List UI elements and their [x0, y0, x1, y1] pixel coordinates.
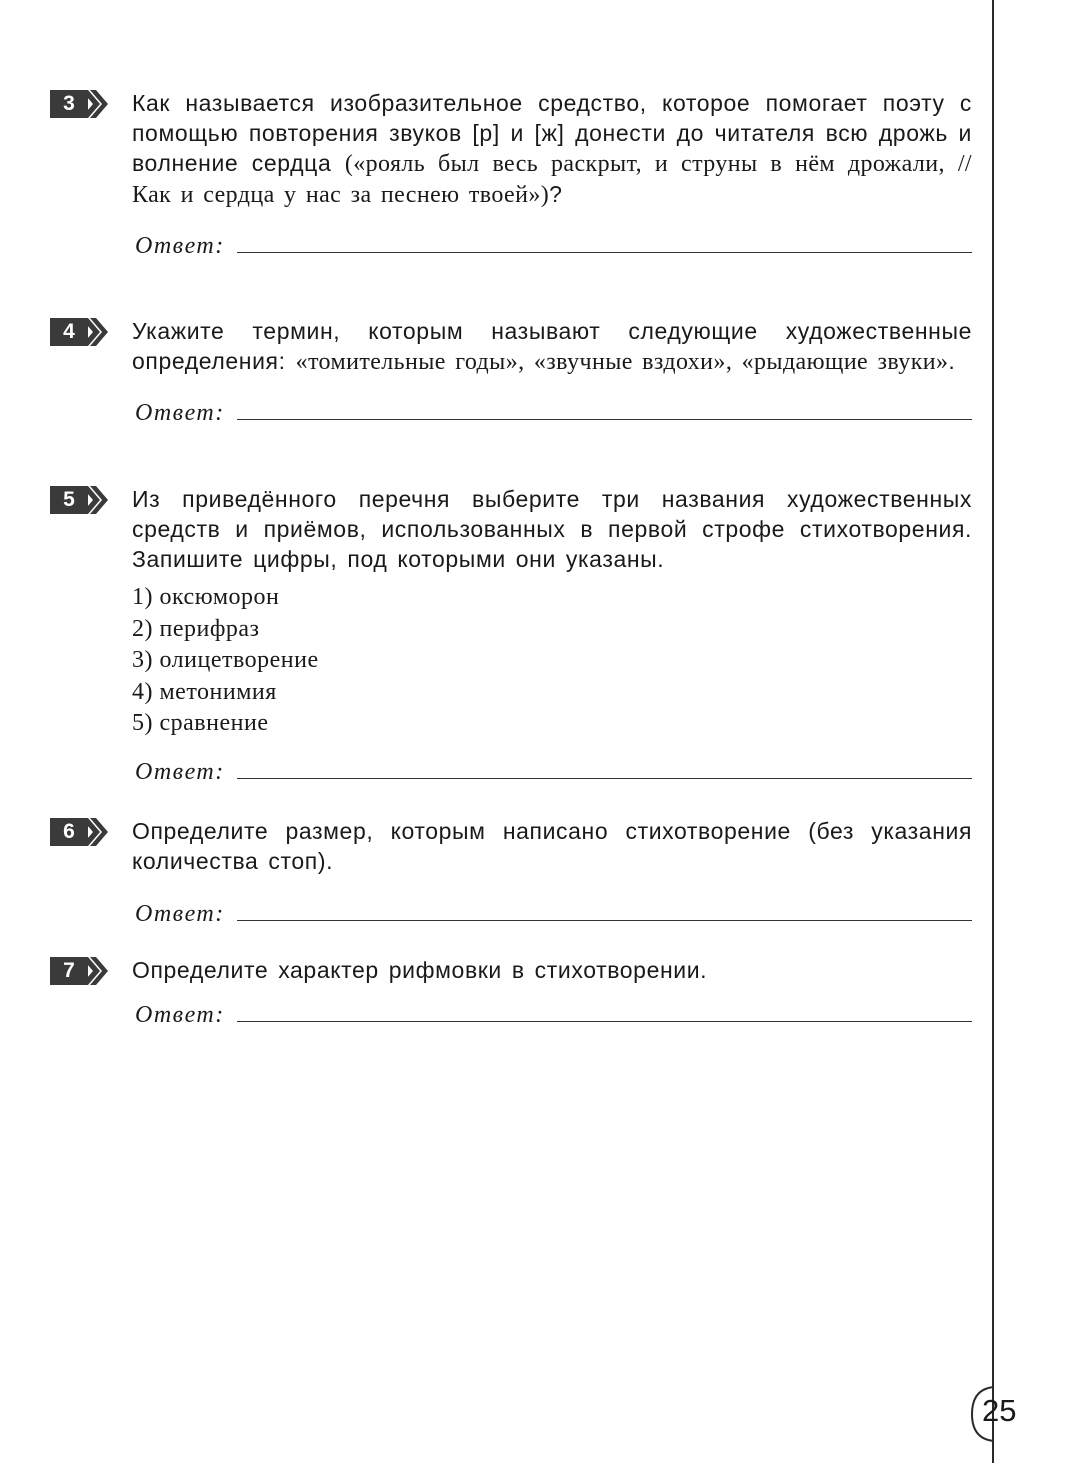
- task-question: Укажите термин, которым называют следующие художественные определения: «томительные годы», «звучные вздохи», «рыдающие звуки».: [132, 318, 972, 375]
- task-5: [50, 484, 980, 786]
- task-question: Определите размер, которым написано стихотворение (без указания количества стоп).: [132, 818, 972, 874]
- options-list: [132, 582, 980, 740]
- task-question: Из приведённого перечня выберите три названия художественных средств и приёмов, использованных в первой строфе стихотворения. Запишите цифры, под которыми они указаны.: [132, 486, 972, 572]
- answer-row: [135, 232, 980, 260]
- task-number-badge: [50, 486, 116, 514]
- option-item: 2) перифраз: [132, 615, 260, 642]
- answer-line[interactable]: [237, 399, 972, 420]
- task-number: 7: [63, 959, 75, 982]
- page-number-text: 25: [982, 1393, 1017, 1428]
- task-number-badge: [50, 818, 116, 846]
- answer-label: Ответ:: [135, 1002, 225, 1028]
- answer-line[interactable]: [237, 1001, 972, 1022]
- task-number: 6: [63, 820, 75, 843]
- task-question: Как называется изобразительное средство, которое помогает поэту с помощью повторения звуков [р] и [ж] донести до читателя всю дрожь и волнение сердца («рояль был весь раскрыт, и струны в нём дрожали, // Как и сердца у нас за песнею твоей»)?: [132, 90, 972, 208]
- answer-row: [135, 900, 980, 928]
- option-item: 1) оксюморон: [132, 584, 280, 610]
- answer-label: Ответ:: [135, 901, 225, 927]
- task-3: [50, 88, 980, 260]
- task-number-badge: [50, 90, 116, 118]
- option-item: 3) олицетворение: [132, 647, 319, 673]
- answer-line[interactable]: [237, 758, 972, 779]
- answer-row: [135, 1001, 980, 1029]
- answer-line[interactable]: [237, 900, 972, 921]
- option-item: 5) сравнение: [132, 710, 269, 736]
- answer-line[interactable]: [237, 232, 972, 253]
- task-7: [50, 955, 980, 1029]
- answer-row: [135, 399, 980, 427]
- answer-row: [135, 758, 980, 786]
- task-number-badge: [50, 318, 116, 346]
- option-item: 4) метонимия: [132, 678, 277, 705]
- task-number: 3: [63, 92, 75, 115]
- task-number: 4: [63, 320, 75, 343]
- answer-label: Ответ:: [135, 400, 225, 426]
- task-number: 5: [63, 488, 75, 511]
- answer-label: Ответ:: [135, 233, 225, 259]
- task-question: Определите характер рифмовки в стихотворении.: [132, 957, 708, 983]
- task-number-badge: [50, 957, 116, 985]
- page-margin-rule: [992, 0, 994, 1463]
- task-6: [50, 816, 980, 928]
- page-number: [968, 1385, 1034, 1443]
- answer-label: Ответ:: [135, 758, 225, 785]
- task-4: [50, 316, 980, 427]
